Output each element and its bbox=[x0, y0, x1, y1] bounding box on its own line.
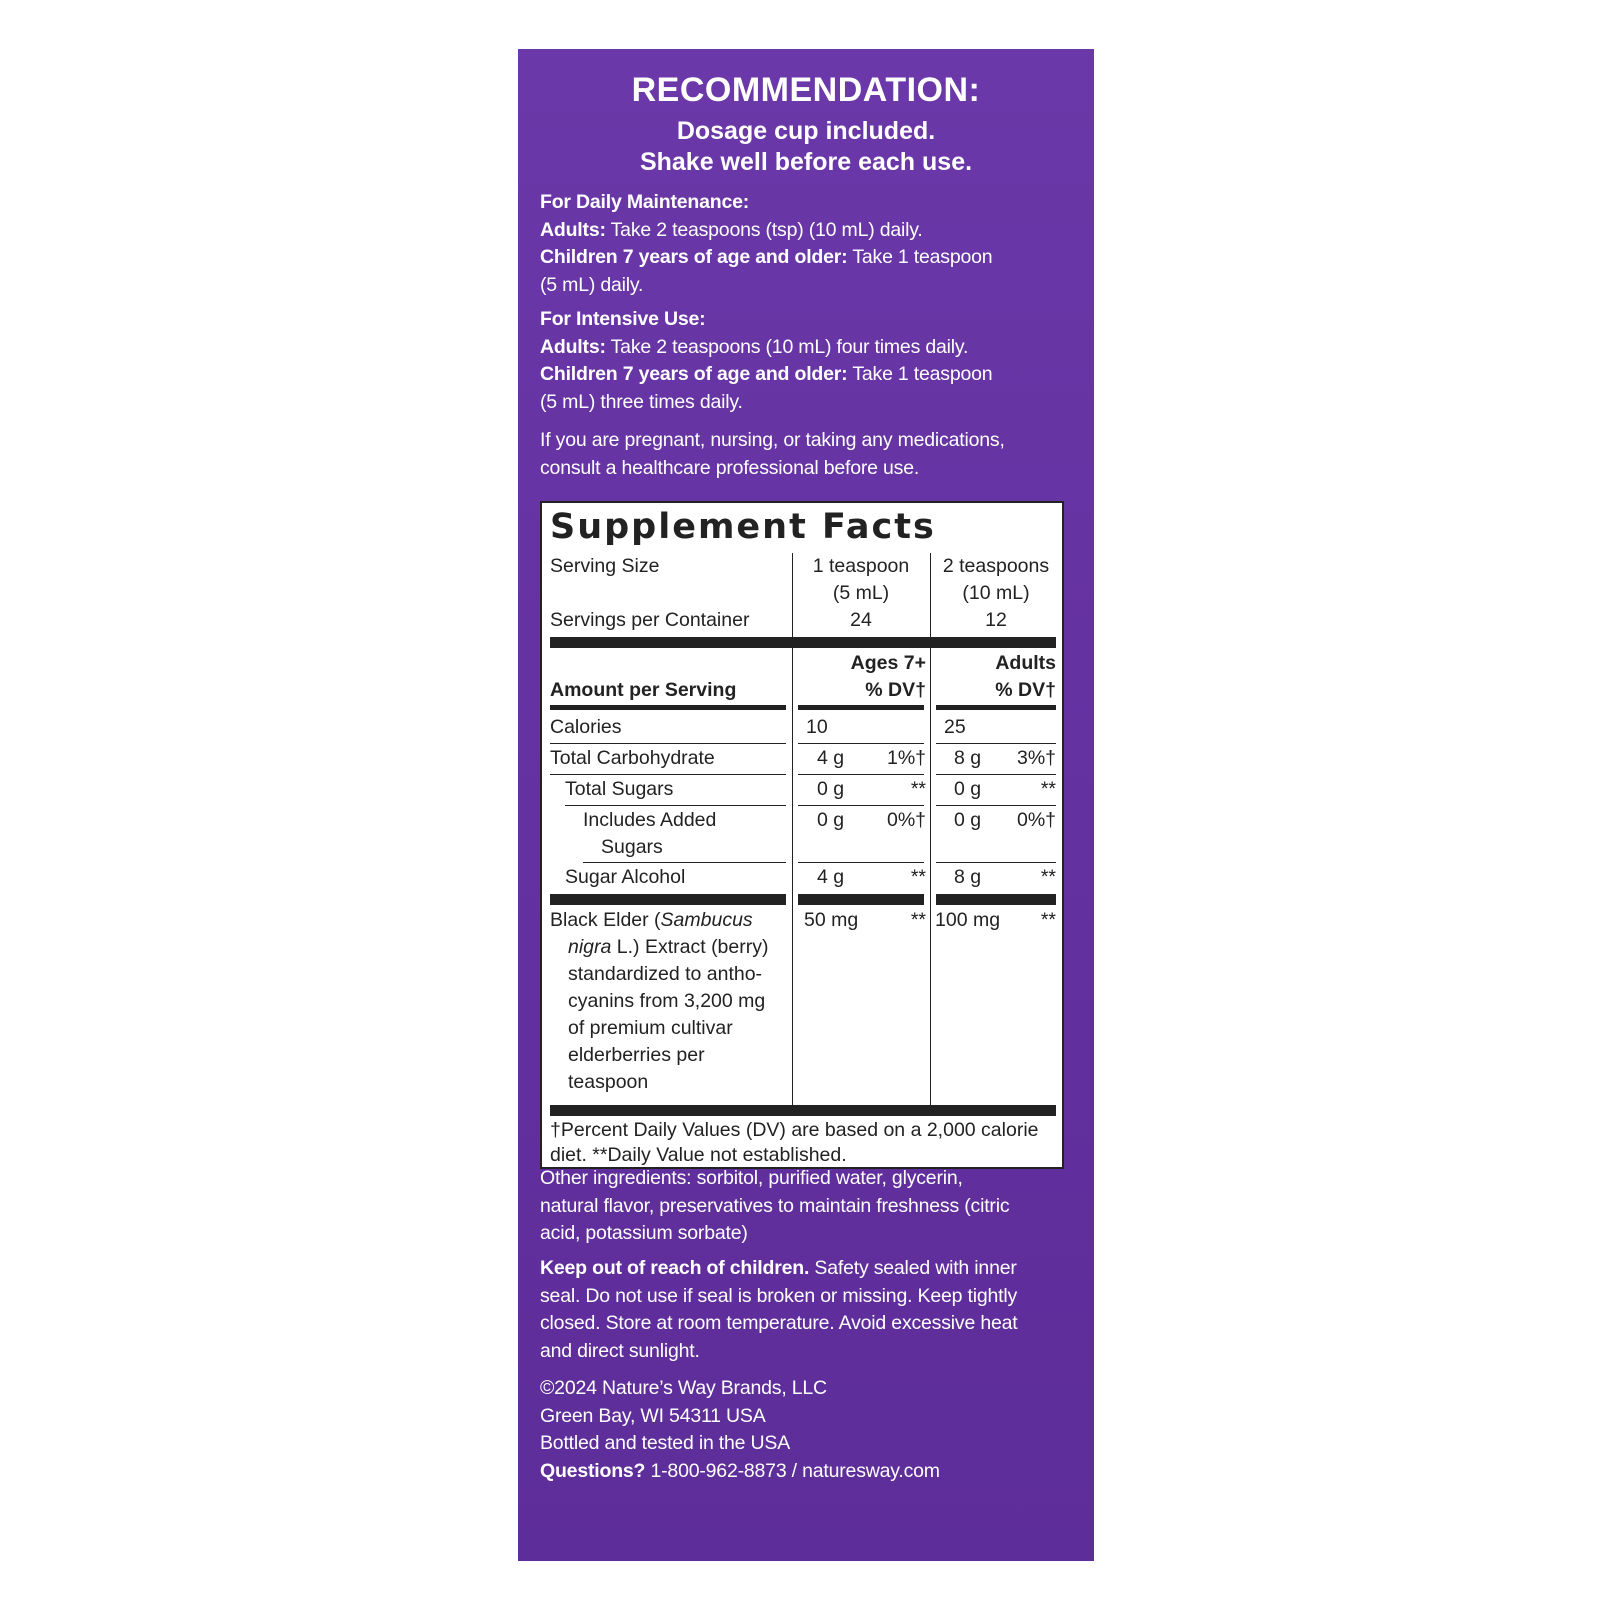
intensive-children-text: Take 1 teaspoon bbox=[847, 363, 993, 385]
intensive-adults-text: Take 2 teaspoons (10 mL) four times daily. bbox=[605, 335, 969, 358]
row-rule bbox=[936, 774, 1056, 775]
row-calories-amount-2: 25 bbox=[944, 716, 966, 738]
row-rule bbox=[798, 805, 924, 806]
row-added-sugars-name-2: Sugars bbox=[601, 836, 663, 858]
elder-line-1: Black Elder (Sambucus bbox=[550, 909, 753, 931]
safety-line-1-rest: Safety sealed with inner bbox=[809, 1257, 1017, 1279]
warning-section bbox=[540, 427, 1070, 482]
row-carb-amount-2: 8 g bbox=[954, 747, 982, 769]
warning-line-2: consult a healthcare professional before use. bbox=[540, 456, 920, 479]
row-rule bbox=[798, 743, 924, 744]
row-carb-amount-1: 4 g bbox=[817, 747, 845, 769]
row-sugars-amount-1: 0 g bbox=[817, 778, 845, 800]
servings-per-container-label: Servings per Container bbox=[550, 609, 750, 631]
row-rule bbox=[550, 743, 786, 744]
row-rule bbox=[936, 743, 1056, 744]
company-line-2: Green Bay, WI 54311 USA bbox=[540, 1404, 766, 1427]
elder-amount-1: 50 mg bbox=[804, 909, 859, 931]
recommendation-line-1: Dosage cup included. bbox=[676, 117, 936, 145]
elder-amount-2: 100 mg bbox=[935, 909, 1001, 931]
row-rule bbox=[936, 862, 1056, 863]
row-sugars-name: Total Sugars bbox=[565, 778, 674, 800]
supplement-facts-table bbox=[540, 501, 1064, 1169]
questions-contact: 1-800-962-8873 / naturesway.com bbox=[645, 1459, 940, 1482]
row-carb-name: Total Carbohydrate bbox=[550, 747, 715, 769]
row-rule bbox=[583, 862, 786, 863]
daily-adults-text: Take 2 teaspoons (tsp) (10 mL) daily. bbox=[605, 218, 923, 241]
thick-divider-2-c0 bbox=[550, 894, 786, 905]
daily-children-label: Children 7 years of age and older: bbox=[540, 246, 848, 268]
daily-maintenance-section bbox=[540, 189, 1070, 299]
other-line-3: acid, potassium sorbate) bbox=[540, 1222, 748, 1244]
company-section bbox=[540, 1375, 1070, 1485]
elder-dv-1: ** bbox=[910, 909, 926, 931]
row-added-sugars-dv-2: 0%† bbox=[1016, 809, 1056, 831]
footnote-line-1: †Percent Daily Values (DV) are based on a 2,000 calorie bbox=[550, 1119, 1039, 1141]
thick-divider-2-c2 bbox=[936, 894, 1056, 905]
row-calories-name: Calories bbox=[550, 716, 622, 738]
col1-servings: 24 bbox=[850, 609, 872, 631]
intensive-children-label: Children 7 years of age and older: bbox=[540, 363, 848, 385]
row-rule bbox=[565, 805, 786, 806]
row-calories-amount-1: 10 bbox=[806, 716, 828, 738]
row-rule bbox=[936, 805, 1056, 806]
row-sugar-alcohol-amount-1: 4 g bbox=[817, 866, 845, 888]
medium-divider-c2 bbox=[936, 705, 1056, 710]
row-sugar-alcohol-name: Sugar Alcohol bbox=[565, 866, 686, 888]
company-line-3: Bottled and tested in the USA bbox=[540, 1432, 791, 1454]
safety-line-3: closed. Store at room temperature. Avoid excessive heat bbox=[540, 1312, 1018, 1334]
daily-heading: For Daily Maintenance: bbox=[540, 191, 750, 213]
row-sugar-alcohol-amount-2: 8 g bbox=[954, 866, 982, 888]
row-rule bbox=[798, 862, 924, 863]
row-added-sugars-dv-1: 0%† bbox=[886, 809, 926, 831]
daily-adults-label: Adults: bbox=[540, 218, 606, 241]
thick-divider-2-c1 bbox=[798, 894, 924, 905]
supplement-facts-title: Supplement Facts bbox=[550, 507, 936, 547]
row-rule bbox=[550, 774, 786, 775]
col1-serving-size-ml: (5 mL) bbox=[832, 582, 890, 604]
intensive-use-section bbox=[540, 306, 1070, 416]
col2-header-adults: Adults bbox=[995, 652, 1056, 674]
row-added-sugars-amount-2: 0 g bbox=[954, 809, 982, 831]
warning-line-1: If you are pregnant, nursing, or taking any medications, bbox=[540, 429, 1005, 451]
daily-children-text: Take 1 teaspoon bbox=[847, 246, 993, 268]
col1-header-ages: Ages 7+ bbox=[850, 652, 926, 674]
elder-line-4: cyanins from 3,200 mg bbox=[568, 990, 766, 1012]
daily-children-text-2: (5 mL) daily. bbox=[540, 273, 644, 296]
thick-divider-1 bbox=[550, 637, 1056, 648]
other-ingredients-section bbox=[540, 1165, 1070, 1248]
col2-serving-size-ml: (10 mL) bbox=[962, 582, 1030, 604]
keep-out-of-reach: Keep out of reach of children. bbox=[540, 1257, 810, 1279]
questions-label: Questions? bbox=[540, 1459, 646, 1482]
elder-line-2: nigra L.) Extract (berry) bbox=[568, 936, 769, 958]
safety-section bbox=[540, 1255, 1070, 1365]
elder-line-6: elderberries per bbox=[568, 1044, 705, 1066]
row-rule bbox=[798, 774, 924, 775]
row-carb-dv-1: 1%† bbox=[886, 747, 926, 769]
other-line-2: natural flavor, preservatives to maintain freshness (citric bbox=[540, 1194, 1010, 1217]
row-added-sugars-name: Includes Added bbox=[583, 809, 717, 831]
intensive-adults-label: Adults: bbox=[540, 335, 606, 358]
safety-line-2: seal. Do not use if seal is broken or missing. Keep tightly bbox=[540, 1284, 1018, 1307]
label-panel bbox=[518, 49, 1094, 1561]
medium-divider-c1 bbox=[798, 705, 924, 710]
safety-line-4: and direct sunlight. bbox=[540, 1339, 700, 1362]
company-line-1: ©2024 Nature’s Way Brands, LLC bbox=[540, 1377, 827, 1399]
elder-line-3: standardized to antho- bbox=[568, 963, 763, 985]
elder-line-7: teaspoon bbox=[568, 1071, 649, 1093]
intensive-children-text-2: (5 mL) three times daily. bbox=[540, 390, 743, 413]
elder-line-5: of premium cultivar bbox=[568, 1017, 733, 1039]
col2-servings: 12 bbox=[985, 609, 1007, 631]
recommendation-title: RECOMMENDATION: bbox=[631, 71, 981, 109]
row-sugar-alcohol-dv-1: ** bbox=[910, 866, 926, 888]
col1-serving-size: 1 teaspoon bbox=[812, 555, 910, 577]
row-carb-dv-2: 3%† bbox=[1016, 747, 1056, 769]
medium-divider-c0 bbox=[550, 705, 786, 710]
elder-dv-2: ** bbox=[1040, 909, 1056, 931]
amount-per-serving-label: Amount per Serving bbox=[550, 679, 737, 701]
row-added-sugars-amount-1: 0 g bbox=[817, 809, 845, 831]
footnote-line-2: diet. **Daily Value not established. bbox=[550, 1144, 847, 1166]
row-sugar-alcohol-dv-2: ** bbox=[1040, 866, 1056, 888]
serving-size-label: Serving Size bbox=[550, 555, 660, 577]
other-line-1: Other ingredients: sorbitol, purified water, glycerin, bbox=[540, 1167, 963, 1189]
recommendation-line-2: Shake well before each use. bbox=[639, 148, 973, 176]
col2-serving-size: 2 teaspoons bbox=[942, 555, 1050, 577]
row-sugars-amount-2: 0 g bbox=[954, 778, 982, 800]
col2-header-dv: % DV† bbox=[995, 679, 1056, 701]
intensive-heading: For Intensive Use: bbox=[540, 308, 706, 330]
row-sugars-dv-2: ** bbox=[1040, 778, 1056, 800]
col1-header-dv: % DV† bbox=[865, 679, 926, 701]
row-sugars-dv-1: ** bbox=[910, 778, 926, 800]
thick-divider-3 bbox=[550, 1105, 1056, 1116]
